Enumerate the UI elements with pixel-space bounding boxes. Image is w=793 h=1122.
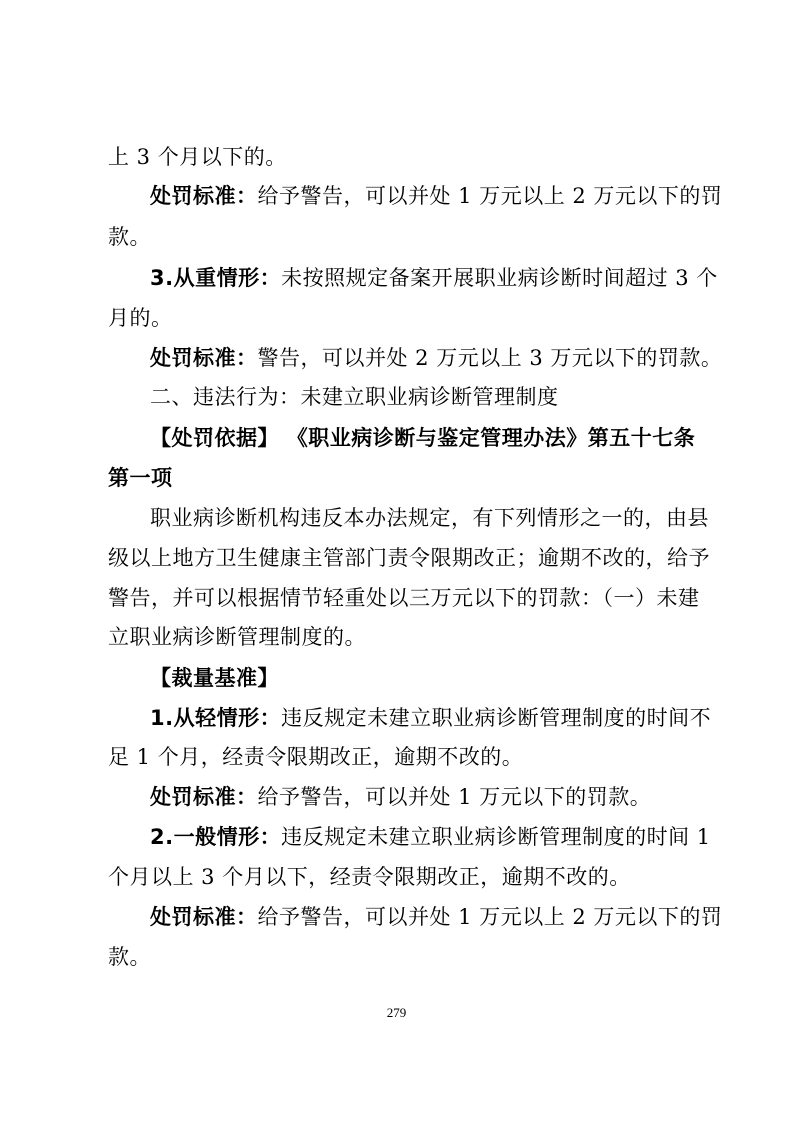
text-line: 款。 bbox=[108, 945, 151, 969]
discretion-heading: 【裁量基准】 bbox=[150, 666, 279, 690]
text-line: 级以上地方卫生健康主管部门责令限期改正；逾期不改的，给予 bbox=[108, 546, 710, 570]
text-line: 处罚标准：给予警告，可以并处 1 万元以上 2 万元以下的罚 bbox=[150, 905, 723, 929]
text-line: 月的。 bbox=[108, 306, 173, 330]
text-line: 2.一般情形：违反规定未建立职业病诊断管理制度的时间 1 bbox=[150, 825, 711, 849]
section-heading: 二、违法行为：未建立职业病诊断管理制度 bbox=[150, 385, 559, 409]
text-line: 立职业病诊断管理制度的。 bbox=[108, 625, 366, 649]
text-line: 处罚标准：警告，可以并处 2 万元以上 3 万元以下的罚款。 bbox=[150, 346, 723, 370]
legal-basis-heading: 【处罚依据】 《职业病诊断与鉴定管理办法》第五十七条 bbox=[150, 426, 696, 450]
text-line: 职业病诊断机构违反本办法规定，有下列情形之一的，由县 bbox=[150, 506, 709, 530]
text-line: 警告，并可以根据情节轻重处以三万元以下的罚款：（一）未建 bbox=[108, 586, 700, 610]
text-line: 款。 bbox=[108, 225, 151, 249]
text-line: 第一项 bbox=[108, 466, 173, 490]
text-line: 3.从重情形：未按照规定备案开展职业病诊断时间超过 3 个 bbox=[150, 266, 718, 290]
text-line: 上 3 个月以下的。 bbox=[108, 145, 287, 169]
text-line: 1.从轻情形：违反规定未建立职业病诊断管理制度的时间不 bbox=[150, 706, 712, 730]
text-line: 个月以上 3 个月以下，经责令限期改正，逾期不改的。 bbox=[108, 865, 631, 889]
text-line: 处罚标准：给予警告，可以并处 1 万元以上 2 万元以下的罚 bbox=[150, 184, 723, 208]
text-line: 足 1 个月，经责令限期改正，逾期不改的。 bbox=[108, 745, 524, 769]
page-number: 279 bbox=[386, 1005, 407, 1020]
text-line: 处罚标准：给予警告，可以并处 1 万元以下的罚款。 bbox=[150, 785, 652, 809]
